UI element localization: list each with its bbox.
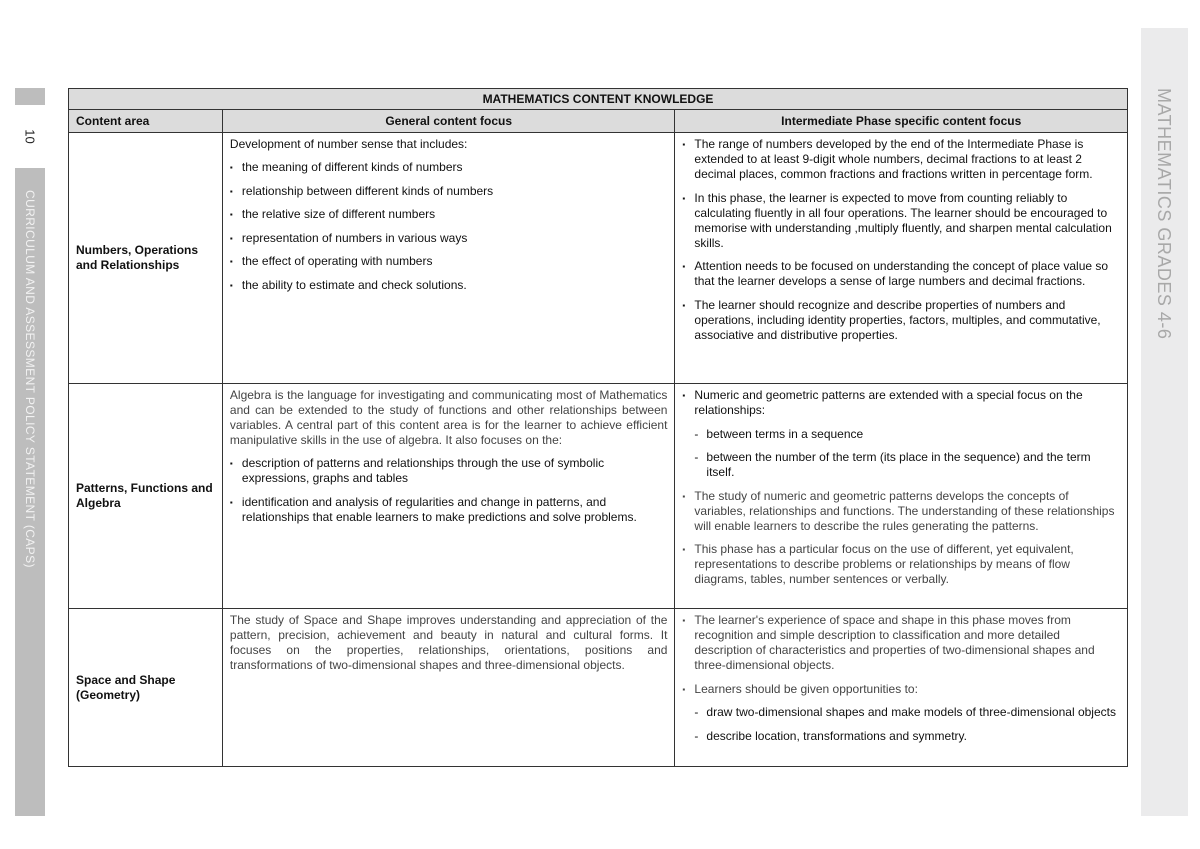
table-title-row — [69, 89, 1128, 110]
subject-title: MATHEMATICS GRADES 4-6 — [1154, 88, 1174, 340]
general-intro: The study of Space and Shape improves understanding and appreciation of the pattern, precision, achievement and beauty in natural and cultural forms. It focuses on the properties, relationships, orientations, positions and transformations of two-dimensional shapes and three-dimensional objects. — [229, 613, 668, 672]
list-item: ▪ The learner's experience of space and shape in this phase moves from recognition and simple description to classification and more detailed description of characteristics and properties of two-dimensional shapes and three-dimensional objects. — [682, 613, 1120, 673]
sub-list-item: - draw two-dimensional shapes and make models of three-dimensional objects — [682, 705, 1120, 720]
specific-focus-cell — [675, 133, 1128, 384]
header-specific-focus: Intermediate Phase specific content focus — [675, 110, 1128, 133]
content-area-cell: Space and Shape (Geometry) — [69, 609, 223, 767]
specific-list — [682, 137, 1120, 343]
list-item: ▪ the relative size of different numbers — [230, 207, 668, 222]
list-item: ▪ description of patterns and relationships through the use of symbolic expressions, graphs and tables — [230, 456, 668, 486]
list-item: ▪ The learner should recognize and describe properties of numbers and operations, including identity properties, factors, multiples, and commutative, associative and distributive properties. — [682, 298, 1120, 343]
list-item: ▪ In this phase, the learner is expected to move from counting reliably to calculating fluently in all four operations. The learner should be encouraged to memorise with understanding ,multiply fluently, and sharpen mental calculation skills. — [682, 191, 1120, 251]
list-item: ▪ representation of numbers in various ways — [230, 231, 668, 246]
left-sidebar-title-box — [15, 190, 45, 630]
sub-list-item: - describe location, transformations and symmetry. — [682, 729, 1120, 744]
list-item: ▪ The range of numbers developed by the end of the Intermediate Phase is extended to at least 9-digit whole numbers, decimal fractions to at least 2 decimal places, common fractions and fractions written in percentage form. — [682, 137, 1120, 182]
list-item: ▪ This phase has a particular focus on the use of different, yet equivalent, representations to describe problems or relationships by means of flow diagrams, tables, number sentences or verbally. — [682, 542, 1120, 587]
sub-list-item: - between terms in a sequence — [682, 427, 1120, 442]
specific-list — [682, 613, 1120, 744]
list-item: ▪ the ability to estimate and check solutions. — [230, 278, 668, 293]
list-item: ▪ Numeric and geometric patterns are extended with a special focus on the relationships: — [682, 388, 1120, 418]
list-item: ▪ the effect of operating with numbers — [230, 254, 668, 269]
general-intro: Algebra is the language for investigating and communicating most of Mathematics and can be extended to the study of functions and other relationships between variables. A central part of this content area is for the learner to achieve efficient manipulative skills in the use of algebra. It also focuses on the: — [229, 388, 668, 447]
general-focus-cell — [222, 609, 675, 767]
general-list — [230, 160, 668, 293]
content-area-cell: Numbers, Operations and Relationships — [69, 133, 223, 384]
document-title: CURRICULUM AND ASSESSMENT POLICY STATEMENT (CAPS) — [23, 190, 37, 568]
general-intro: Development of number sense that includes: — [229, 137, 468, 151]
list-item: ▪ The study of numeric and geometric patterns develops the concepts of variables, relationships and functions. The understanding of these relationships will enable learners to describe the rules generating the patterns. — [682, 489, 1120, 534]
right-sidebar — [1141, 28, 1188, 816]
content-knowledge-table — [68, 88, 1128, 767]
content-area-cell: Patterns, Functions and Algebra — [69, 384, 223, 609]
list-item: ▪ Attention needs to be focused on understanding the concept of place value so that the learner develops a sense of large numbers and decimal fractions. — [682, 259, 1120, 289]
list-item: ▪ Learners should be given opportunities to: — [682, 682, 1120, 697]
sub-list-item: - between the number of the term (its place in the sequence) and the term itself. — [682, 450, 1120, 480]
list-item: ▪ the meaning of different kinds of numbers — [230, 160, 668, 175]
specific-focus-cell — [675, 609, 1128, 767]
table-title: MATHEMATICS CONTENT KNOWLEDGE — [69, 89, 1128, 110]
list-item: ▪ relationship between different kinds of numbers — [230, 184, 668, 199]
header-content-area: Content area — [69, 110, 223, 133]
general-focus-cell — [222, 133, 675, 384]
header-general-focus: General content focus — [222, 110, 675, 133]
table-row — [69, 133, 1128, 384]
list-item: ▪ identification and analysis of regularities and change in patterns, and relationships that enable learners to make predictions and solve problems. — [230, 495, 668, 525]
specific-focus-cell — [675, 384, 1128, 609]
page-number-box — [15, 105, 45, 168]
table-row — [69, 384, 1128, 609]
table-row — [69, 609, 1128, 767]
table-header-row — [69, 110, 1128, 133]
general-list — [230, 456, 668, 525]
page-number: 10 — [22, 129, 38, 144]
specific-list — [682, 388, 1120, 587]
general-focus-cell — [222, 384, 675, 609]
